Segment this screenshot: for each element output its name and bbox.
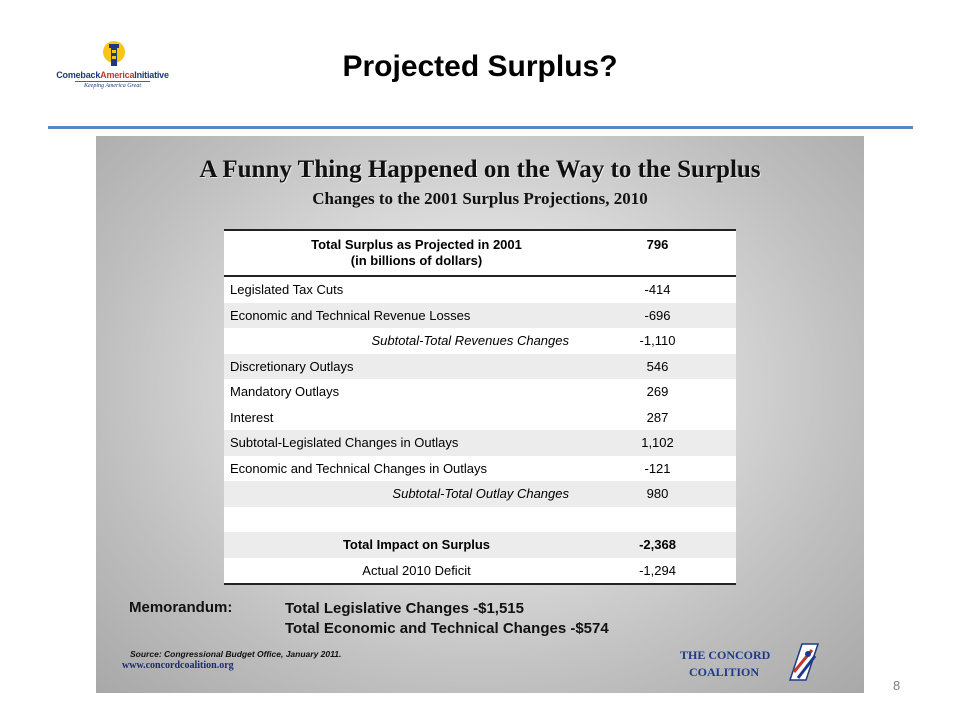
surplus-table [224,229,736,585]
page-number: 8 [893,678,901,693]
table-header-label-line2: (in billions of dollars) [350,253,483,268]
table-row [224,405,736,431]
table-row [224,456,736,482]
row-value: 269 [646,384,669,400]
row-label: Discretionary Outlays [230,358,354,374]
row-label: Interest [230,409,274,425]
source-note: Source: Congressional Budget Office, January 2011. [130,649,342,659]
memo-line-2: Total Economic and Technical Changes -$574 [285,620,609,637]
table-row [224,328,736,354]
embedded-slide-image [96,136,864,693]
logo-brand-right: Initiative [134,70,169,80]
table-row [224,303,736,329]
title-underline [48,126,913,129]
row-label: Legislated Tax Cuts [230,282,344,298]
table-row [224,354,736,380]
row-label: Total Impact on Surplus [342,537,491,553]
panel-subtitle: Changes to the 2001 Surplus Projections, 2010 [312,189,648,208]
table-row [224,430,736,456]
row-value: -121 [644,460,671,476]
table-header [224,231,736,277]
row-value: 287 [646,409,669,425]
row-label: Actual 2010 Deficit [362,562,471,578]
row-value: 546 [646,358,669,374]
table-header-label-line1: Total Surplus as Projected in 2001 [311,237,522,252]
concord-logo-line1: THE CONCORD [680,648,771,662]
row-label: Subtotal-Total Outlay Changes [392,486,569,502]
row-label: Subtotal-Legislated Changes in Outlays [230,435,459,451]
row-value: -1,110 [639,333,676,349]
table-header-value: 796 [646,237,669,252]
table-row-deficit [224,558,736,584]
memo-line-1: Total Legislative Changes -$1,515 [285,600,524,617]
table-header-label [224,231,609,269]
logo-tagline: Keeping America Great [84,83,141,89]
panel-title: A Funny Thing Happened on the Way to the Surplus [199,156,761,183]
row-value: -2,368 [639,537,676,553]
row-value: -696 [644,307,671,323]
logo-brand-mid: America [100,70,135,80]
row-value: -1,294 [639,562,676,578]
slide-title: Projected Surplus? [342,50,618,83]
table-row [224,481,736,507]
table-row [224,379,736,405]
logo-brand-left: Comeback [56,70,101,80]
row-label: Economic and Technical Revenue Losses [230,307,471,323]
concord-logo-line2: COALITION [689,665,760,679]
row-value: 980 [646,486,669,502]
row-label: Subtotal-Total Revenues Changes [371,333,569,349]
row-label: Mandatory Outlays [230,384,340,400]
row-value: 1,102 [641,435,674,451]
table-row-total [224,532,736,558]
memo-label: Memorandum: [129,599,233,616]
table-row [224,277,736,303]
source-url: www.concordcoalition.org [122,660,234,671]
row-value: -414 [644,282,671,298]
concord-coalition-logo [674,642,824,686]
table-row-blank [224,507,736,533]
row-label: Economic and Technical Changes in Outlays [230,460,488,476]
memo-lines [285,599,609,639]
minuteman-emblem-icon [782,642,820,682]
